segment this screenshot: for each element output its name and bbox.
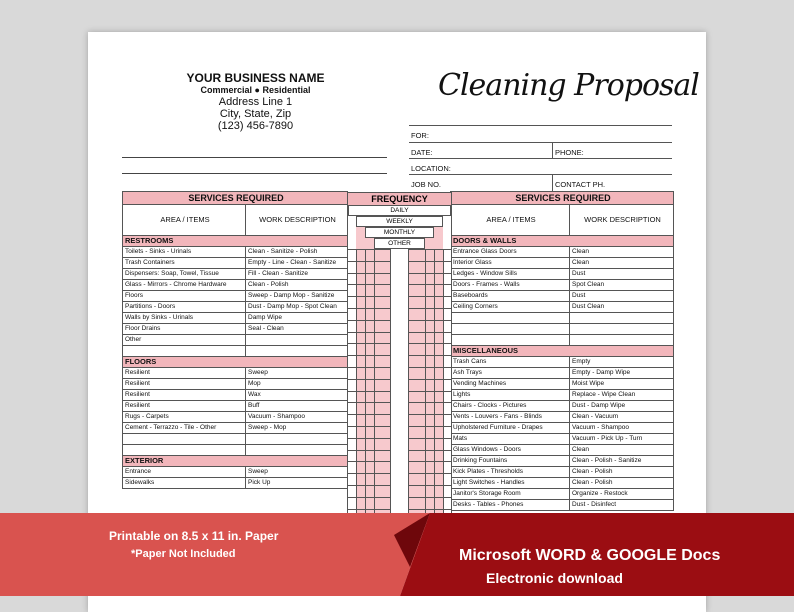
area-item-cell[interactable]: Vents - Louvers - Fans - Blinds xyxy=(451,412,570,423)
contact-ph-label: CONTACT PH. xyxy=(555,180,606,189)
work-description-cell[interactable]: Clean - Polish xyxy=(570,467,674,478)
work-description-cell[interactable] xyxy=(246,445,348,456)
paper-not-included-note: *Paper Not Included xyxy=(131,548,236,560)
area-item-cell[interactable]: Lights xyxy=(451,390,570,401)
work-description-cell[interactable]: Wax xyxy=(246,390,348,401)
area-items-header: AREA / ITEMS xyxy=(451,205,570,236)
frequency-header: FREQUENCY xyxy=(348,192,451,206)
table-row xyxy=(451,467,674,478)
work-description-cell[interactable]: Sweep xyxy=(246,467,348,478)
area-item-cell[interactable] xyxy=(123,346,246,357)
document-title: Cleaning Proposal xyxy=(438,68,699,103)
area-item-cell[interactable]: Kick Plates - Thresholds xyxy=(451,467,570,478)
table-row xyxy=(451,445,674,456)
work-description-cell[interactable]: Organize - Restock xyxy=(570,489,674,500)
area-item-cell[interactable]: Ledges - Window Sills xyxy=(451,269,570,280)
area-item-cell[interactable]: Trash Cans xyxy=(451,357,570,368)
area-item-cell[interactable]: Baseboards xyxy=(451,291,570,302)
table-row xyxy=(123,258,348,269)
area-item-cell[interactable]: Desks - Tables - Phones xyxy=(451,500,570,511)
work-description-cell[interactable] xyxy=(570,324,674,335)
area-item-cell[interactable]: Upholstered Furniture - Drapes xyxy=(451,423,570,434)
table-row xyxy=(123,390,348,401)
table-row xyxy=(451,313,674,324)
area-item-cell[interactable] xyxy=(451,335,570,346)
area-item-cell[interactable]: Resilient xyxy=(123,379,246,390)
formats-text: Microsoft WORD & GOOGLE Docs xyxy=(459,547,721,564)
table-row xyxy=(123,291,348,302)
area-item-cell[interactable]: Doors - Frames - Walls xyxy=(451,280,570,291)
table-row xyxy=(451,302,674,313)
address-line-2: City, State, Zip xyxy=(219,108,292,120)
table-row xyxy=(123,269,348,280)
table-row xyxy=(451,258,674,269)
table-row xyxy=(123,412,348,423)
table-row xyxy=(451,324,674,335)
table-row xyxy=(123,478,348,489)
services-required-header: SERVICES REQUIRED xyxy=(123,192,348,205)
business-name: YOUR BUSINESS NAME xyxy=(186,71,325,85)
area-item-cell[interactable] xyxy=(451,313,570,324)
area-item-cell[interactable]: Interior Glass xyxy=(451,258,570,269)
work-description-cell[interactable]: Clean xyxy=(570,445,674,456)
business-phone: (123) 456-7890 xyxy=(217,120,294,132)
area-item-cell[interactable]: Janitor's Storage Room xyxy=(451,489,570,500)
table-row xyxy=(451,489,674,500)
work-description-cell[interactable]: Vacuum - Pick Up - Turn xyxy=(570,434,674,445)
work-description-cell[interactable] xyxy=(246,434,348,445)
services-table-left xyxy=(122,191,348,489)
frequency-column xyxy=(347,192,452,522)
location-field[interactable] xyxy=(409,158,672,175)
table-row xyxy=(451,269,674,280)
work-description-cell[interactable]: Clean - Vacuum xyxy=(570,412,674,423)
business-block xyxy=(168,72,343,132)
table-row xyxy=(451,412,674,423)
area-item-cell[interactable]: Cement - Terrazzo - Tile - Other xyxy=(123,423,246,434)
work-description-cell[interactable]: Vacuum - Shampoo xyxy=(246,412,348,423)
printable-note: Printable on 8.5 x 11 in. Paper xyxy=(109,529,279,543)
table-row xyxy=(123,423,348,434)
work-description-cell[interactable]: Dust xyxy=(570,269,674,280)
work-description-cell[interactable]: Dust Clean xyxy=(570,302,674,313)
for-field[interactable] xyxy=(409,125,672,142)
job-no-label: JOB NO. xyxy=(411,180,442,189)
area-item-cell[interactable]: Drinking Fountains xyxy=(451,456,570,467)
table-row xyxy=(123,280,348,291)
section-header-doors_walls: DOORS & WALLS xyxy=(451,236,674,247)
table-row xyxy=(451,335,674,346)
work-description-cell[interactable]: Empty - Line - Clean - Sanitize xyxy=(246,258,348,269)
work-description-cell[interactable]: Fill - Clean - Sanitize xyxy=(246,269,348,280)
area-item-cell[interactable]: Dispensers: Soap, Towel, Tissue xyxy=(123,269,246,280)
monthly-label: MONTHLY xyxy=(365,227,434,238)
phone-label: PHONE: xyxy=(555,148,584,157)
weekly-label: WEEKLY xyxy=(356,216,443,227)
table-row xyxy=(123,346,348,357)
work-description-cell[interactable] xyxy=(246,346,348,357)
table-row xyxy=(123,324,348,335)
area-item-cell[interactable]: Vending Machines xyxy=(451,379,570,390)
area-items-header: AREA / ITEMS xyxy=(123,205,246,236)
work-description-cell[interactable]: Clean xyxy=(570,247,674,258)
signature-line xyxy=(122,173,387,174)
area-item-cell[interactable]: Chairs - Clocks - Pictures xyxy=(451,401,570,412)
work-description-cell[interactable]: Sweep xyxy=(246,368,348,379)
area-item-cell[interactable]: Toilets - Sinks - Urinals xyxy=(123,247,246,258)
signature-line xyxy=(122,157,387,158)
section-header-restrooms: RESTROOMS xyxy=(123,236,348,247)
area-item-cell[interactable]: Glass Windows - Doors xyxy=(451,445,570,456)
area-item-cell[interactable]: Trash Containers xyxy=(123,258,246,269)
table-row xyxy=(123,335,348,346)
download-text: Electronic download xyxy=(486,570,623,586)
table-row xyxy=(123,445,348,456)
work-description-cell[interactable]: Pick Up xyxy=(246,478,348,489)
area-item-cell[interactable]: Entrance Glass Doors xyxy=(451,247,570,258)
area-item-cell[interactable]: Resilient xyxy=(123,390,246,401)
date-phone-field[interactable] xyxy=(409,142,672,159)
table-row xyxy=(123,247,348,258)
section-header-miscellaneous: MISCELLANEOUS xyxy=(451,346,674,357)
work-description-cell[interactable] xyxy=(246,335,348,346)
daily-label: DAILY xyxy=(348,205,451,216)
section-header-exterior: EXTERIOR xyxy=(123,456,348,467)
work-description-cell[interactable]: Sweep - Mop xyxy=(246,423,348,434)
table-row xyxy=(451,401,674,412)
table-row xyxy=(451,247,674,258)
work-description-header: WORK DESCRIPTION xyxy=(570,205,674,236)
work-description-cell[interactable]: Dust - Damp Wipe xyxy=(570,401,674,412)
table-row xyxy=(451,280,674,291)
services-table-right xyxy=(450,191,674,511)
other-label: OTHER xyxy=(374,238,425,249)
work-description-cell[interactable]: Replace - Wipe Clean xyxy=(570,390,674,401)
table-row xyxy=(451,456,674,467)
area-item-cell[interactable]: Partitions - Doors xyxy=(123,302,246,313)
work-description-cell[interactable]: Dust - Disinfect xyxy=(570,500,674,511)
work-description-cell[interactable] xyxy=(570,335,674,346)
work-description-cell[interactable]: Dust xyxy=(570,291,674,302)
area-item-cell[interactable]: Ceiling Corners xyxy=(451,302,570,313)
area-item-cell[interactable]: Other xyxy=(123,335,246,346)
area-item-cell[interactable]: Walls by Sinks - Urinals xyxy=(123,313,246,324)
business-tagline: Commercial ● Residential xyxy=(200,85,311,95)
work-description-cell[interactable]: Sweep - Damp Mop - Sanitize xyxy=(246,291,348,302)
work-description-cell[interactable]: Mop xyxy=(246,379,348,390)
table-row xyxy=(451,368,674,379)
work-description-cell[interactable]: Vacuum - Shampoo xyxy=(570,423,674,434)
table-row xyxy=(123,401,348,412)
job-contact-field[interactable] xyxy=(409,174,672,191)
table-row xyxy=(451,291,674,302)
work-description-cell[interactable]: Clean - Polish xyxy=(246,280,348,291)
area-item-cell[interactable] xyxy=(123,434,246,445)
table-row xyxy=(451,434,674,445)
table-row xyxy=(123,313,348,324)
area-item-cell[interactable]: Rugs - Carpets xyxy=(123,412,246,423)
area-item-cell[interactable]: Resilient xyxy=(123,368,246,379)
table-row xyxy=(123,467,348,478)
work-description-cell[interactable]: Seal - Clean xyxy=(246,324,348,335)
area-item-cell[interactable]: Ash Trays xyxy=(451,368,570,379)
area-item-cell[interactable]: Entrance xyxy=(123,467,246,478)
location-label: LOCATION: xyxy=(411,164,451,173)
work-description-cell[interactable]: Buff xyxy=(246,401,348,412)
table-row xyxy=(451,357,674,368)
work-description-cell[interactable]: Spot Clean xyxy=(570,280,674,291)
services-required-header: SERVICES REQUIRED xyxy=(451,192,674,205)
work-description-cell[interactable]: Empty - Damp Wipe xyxy=(570,368,674,379)
area-item-cell[interactable]: Sidewalks xyxy=(123,478,246,489)
area-item-cell[interactable] xyxy=(123,445,246,456)
area-item-cell[interactable]: Mats xyxy=(451,434,570,445)
work-description-cell[interactable]: Damp Wipe xyxy=(246,313,348,324)
work-description-cell[interactable]: Clean - Sanitize - Polish xyxy=(246,247,348,258)
work-description-cell[interactable]: Clean xyxy=(570,258,674,269)
section-header-floors: FLOORS xyxy=(123,357,348,368)
area-item-cell[interactable]: Floor Drains xyxy=(123,324,246,335)
work-description-cell[interactable]: Moist Wipe xyxy=(570,379,674,390)
table-row xyxy=(123,368,348,379)
work-description-cell[interactable]: Dust - Damp Mop - Spot Clean xyxy=(246,302,348,313)
table-row xyxy=(451,390,674,401)
table-row xyxy=(123,434,348,445)
table-row xyxy=(451,379,674,390)
area-item-cell[interactable]: Resilient xyxy=(123,401,246,412)
work-description-cell[interactable]: Empty xyxy=(570,357,674,368)
area-item-cell[interactable]: Glass - Mirrors - Chrome Hardware xyxy=(123,280,246,291)
work-description-cell[interactable]: Clean - Polish xyxy=(570,478,674,489)
table-row xyxy=(451,478,674,489)
address-line-1: Address Line 1 xyxy=(218,96,293,108)
table-row xyxy=(123,379,348,390)
table-row xyxy=(451,423,674,434)
table-row xyxy=(123,302,348,313)
area-item-cell[interactable] xyxy=(451,324,570,335)
area-item-cell[interactable]: Light Switches - Handles xyxy=(451,478,570,489)
date-label: DATE: xyxy=(411,148,433,157)
work-description-cell[interactable] xyxy=(570,313,674,324)
work-description-cell[interactable]: Clean - Polish - Sanitize xyxy=(570,456,674,467)
area-item-cell[interactable]: Floors xyxy=(123,291,246,302)
work-description-header: WORK DESCRIPTION xyxy=(246,205,348,236)
for-label: FOR: xyxy=(411,131,429,140)
